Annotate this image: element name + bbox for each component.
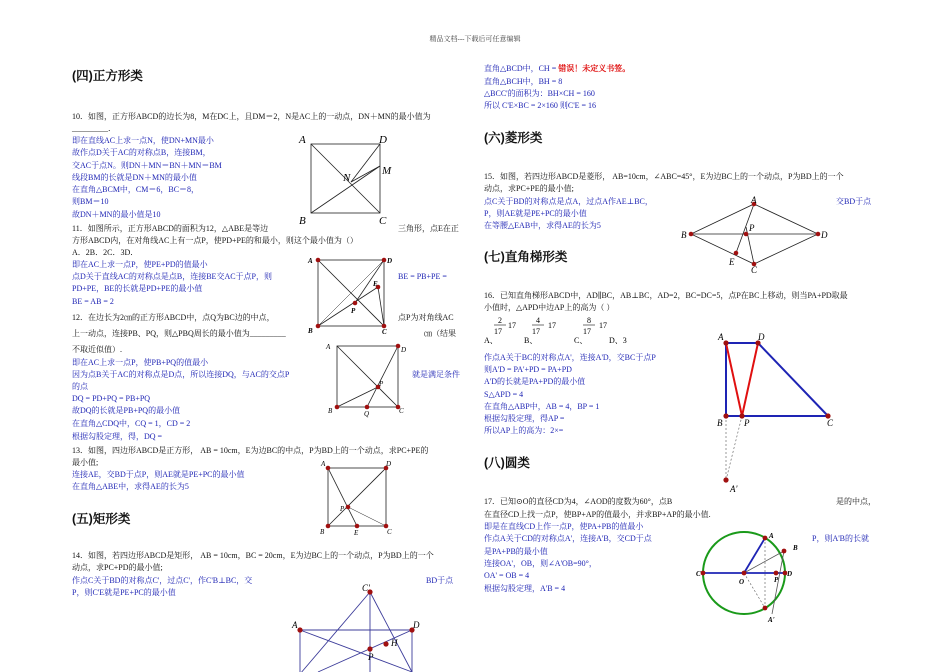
q10-sol-line: 故作点D关于AC的对称点B，连接BM， xyxy=(72,148,211,158)
q17-label-d: D xyxy=(787,570,793,578)
q12-label-q: Q xyxy=(364,410,370,418)
q15-label-e: E xyxy=(729,257,735,267)
q11-sol-2: 点D关于直线AC的对称点是点B，连接BE交AC于点P，则 xyxy=(72,272,273,281)
q13-text-1: 13．如图，四边形ABCD是正方形， AB = 10cm，E为边BC的中点，P为BD上的一个动点，求PC+PE的 xyxy=(72,446,429,455)
q15-text-2: 动点，求PC+PE的最小值; xyxy=(484,184,574,193)
q12-text-1: 12．在边长为2㎝的正方形ABCD中，点Q为BC边的中点， xyxy=(72,313,275,322)
q12-label-c: C xyxy=(399,407,404,415)
q14-cont-error: 错误！未定义书签。 xyxy=(558,64,631,73)
q13-figure xyxy=(316,458,398,538)
q14-cont-2: 直角△BCH中，BH = 8 xyxy=(484,77,563,86)
q16-opt-c-num: 8 xyxy=(587,316,591,325)
q12-sol-3: 的点 xyxy=(72,382,88,391)
q17-sol-2b: P，则A'B的长就 xyxy=(812,534,870,543)
q10-figure xyxy=(295,130,405,228)
q16-sol-5: 在直角△ABP中，AB = 4，BP = 1 xyxy=(484,402,600,411)
section-title-rectangle: (五)矩形类 xyxy=(72,512,131,526)
q16-label-d: D xyxy=(758,332,765,342)
q12-sol-6: 在直角△CDQ中，CQ = 1，CD = 2 xyxy=(72,419,191,428)
q16-figure xyxy=(716,328,840,496)
q10-label-a: A xyxy=(299,134,306,146)
q15-sol-1: 点C关于BD的对称点是点A，过点A作AE⊥BC， xyxy=(484,197,653,206)
q13-label-b: B xyxy=(320,528,325,536)
q12-sol-5: 故DQ的长就是PB+PQ的最小值 xyxy=(72,406,181,415)
q15-text-1: 15．如图，若四边形ABCD是菱形， AB=10cm，∠ABC=45°，E为边BC上的一个动点，P为BD上的一个 xyxy=(484,172,844,181)
q11-sol-3: PD+PE，BE的长就是PD+PE的最小值 xyxy=(72,284,203,293)
q13-sol-1: 连接AE，交BD于点P，则AE就是PE+PC的最小值 xyxy=(72,470,245,479)
q11-label-b: B xyxy=(308,327,313,335)
q17-sol-2: 作点A关于CD的对称点A'，连接A'B，交CD于点 xyxy=(484,534,652,543)
q10-sol-line: 在直角△BCM中，CM＝6，BC＝8， xyxy=(72,185,200,195)
q17-text-1: 17．已知⊙O的直径CD为4，∠AOD的度数为60°，点B xyxy=(484,497,673,506)
q11-label-a: A xyxy=(308,257,313,265)
q14-text-2: 动点，求PC+PD的最小值; xyxy=(72,563,163,572)
q15-figure xyxy=(676,194,836,276)
section-title-square: (四)正方形类 xyxy=(72,69,143,83)
q14-cont-4: 所以 C'E×BC = 2×160 则C'E = 16 xyxy=(484,101,597,110)
q16-options-fractions xyxy=(484,313,684,348)
q14-cont-text: 直角△BCD中，CH = xyxy=(484,64,557,73)
q16-opt-c-root: 17 xyxy=(599,321,607,330)
q15-label-a: A xyxy=(751,195,757,205)
q16-sol-2: 则A'D = PA'+PD = PA+PD xyxy=(484,365,572,374)
q11-label-e: E xyxy=(373,280,378,288)
q11-sol-1: 即在AC上求一点P，使PE+PD的值最小 xyxy=(72,260,208,269)
q12-text-3: 不取近似值）. xyxy=(72,345,122,354)
q17-sol-1: 即是在直线CD上作一点P，使PA+PB的值最小 xyxy=(484,522,644,531)
q15-label-d: D xyxy=(821,230,828,240)
q12-sol-7: 根据勾股定理，得，DQ = xyxy=(72,432,163,441)
q12-text-1b: 点P为对角线AC xyxy=(398,313,454,322)
page-header: 精品文档---下载后可任意编辑 xyxy=(429,35,521,43)
section-title-rhombus: (六)菱形类 xyxy=(484,131,543,145)
q16-sol-1: 作点A关于BC的对称点A'，连接A'D，交BC于点P xyxy=(484,353,656,362)
q17-label-o: O xyxy=(739,578,745,586)
q15-sol-1b: 交BD于点 xyxy=(836,197,872,206)
q16-opt-a-num: 2 xyxy=(498,316,502,325)
q17-sol-6: 根据勾股定理，A'B = 4 xyxy=(484,584,566,593)
q11-label-d: D xyxy=(387,257,393,265)
q16-opt-b-letter: B、 xyxy=(524,336,538,345)
q12-label-d: D xyxy=(401,346,407,354)
q14-cont-3: △BCC'的面积为：BH×CH = 160 xyxy=(484,89,595,98)
q17-sol-3: 是PA+PB的最小值 xyxy=(484,547,548,556)
q10-label-d: D xyxy=(379,134,387,146)
q16-label-a: A xyxy=(718,332,724,342)
q14-sol-1b: BD于点 xyxy=(426,576,454,585)
q12-sol-1: 即在AC上求一点P，使PB+PQ的值最小 xyxy=(72,358,209,367)
q16-label-p: P xyxy=(744,418,750,428)
q11-figure xyxy=(306,254,396,334)
section-title-circle: (八)圆类 xyxy=(484,456,530,470)
q12-sol-4: DQ = PD+PQ = PB+PQ xyxy=(72,394,151,403)
q12-sol-2: 因为点B关于AC的对称点是D点，所以连接DQ，与AC的交点P xyxy=(72,370,290,379)
q15-sol-3: 在等腰△EAB中，求得AE的长为5 xyxy=(484,221,601,230)
q10-solution xyxy=(72,135,222,221)
q16-opt-a-den: 17 xyxy=(494,327,502,336)
q17-label-c: C xyxy=(696,570,701,578)
q11-label-p: P xyxy=(351,307,356,315)
q11-sol-2b: BE = PB+PE = xyxy=(398,272,447,281)
q12-text-2: 上一动点，连接PB、PQ，则△PBQ周长的最小值为_________ xyxy=(72,329,286,338)
q16-sol-6: 根据勾股定理，得AP = xyxy=(484,414,565,423)
q12-label-b: B xyxy=(328,407,333,415)
q12-label-p: P xyxy=(379,380,384,388)
section-title-trapezoid: (七)直角梯形类 xyxy=(484,250,568,264)
q16-opt-d-letter: D、3 xyxy=(609,336,627,345)
q17-label-b: B xyxy=(793,544,798,552)
q16-text-1: 16．已知直角梯形ABCD中，AD∥BC，AB⊥BC，AD=2，BC=DC=5，点P在BC上移动，则当PA+PD取最 xyxy=(484,291,848,300)
q12-figure xyxy=(322,340,412,418)
q10-label-b: B xyxy=(299,215,306,227)
q14-label-h: H xyxy=(391,638,398,648)
q17-text-1b: 是的中点， xyxy=(836,497,876,506)
q16-sol-4: S△APD = 4 xyxy=(484,390,524,399)
q16-label-c: C xyxy=(827,418,834,428)
q16-opt-c-den: 17 xyxy=(583,327,591,336)
q17-label-p: P xyxy=(774,576,779,584)
q14-cont-1 xyxy=(484,63,630,75)
q17-sol-5: OA' = OB = 4 xyxy=(484,571,530,580)
q10-text: 10．如图，正方形ABCD的边长为8，M在DC上，且DM＝2，N是AC上的一动点，DN＋MN的最小值为 xyxy=(72,112,431,121)
q10-sol-line: 则BM＝10 xyxy=(72,197,109,207)
q17-label-a: A xyxy=(769,532,774,540)
q10-blank: _________． xyxy=(72,124,116,133)
q14-label-a: A xyxy=(292,620,298,630)
q13-label-p: P xyxy=(340,505,345,513)
q15-sol-2: P，则AE就是PE+PC的最小值 xyxy=(484,209,587,218)
q16-text-2: 小值时，△APD中边AP上的高为（ ） xyxy=(484,303,615,312)
q16-opt-b-num: 4 xyxy=(536,316,540,325)
q16-opt-a-letter: A、 xyxy=(484,336,498,345)
q15-label-c: C xyxy=(751,265,758,275)
q17-text-2: 在直径CD上找一点P，使BP+AP的值最小，并求BP+AP的最小值. xyxy=(484,510,711,519)
q15-label-p: P xyxy=(749,223,755,233)
q11-label-c: C xyxy=(382,328,387,336)
q14-label-c1: C' xyxy=(362,583,370,593)
q16-opt-c-letter: C、 xyxy=(574,336,588,345)
q13-label-e: E xyxy=(354,529,359,537)
q13-sol-2: 在直角△ABE中，求得AE的长为5 xyxy=(72,482,189,491)
q14-sol-2: P，则C'E就是PE+PC的最小值 xyxy=(72,588,176,597)
q16-opt-b-root: 17 xyxy=(548,321,556,330)
q16-opt-a-root: 17 xyxy=(508,321,516,330)
q16-opt-b-den: 17 xyxy=(532,327,540,336)
q12-label-a: A xyxy=(326,343,331,351)
q14-text-1: 14．如图，若四边形ABCD是矩形， AB = 10cm，BC = 20cm，E为边BC上的一个动点，P为BD上的一个 xyxy=(72,551,434,560)
q11-text-1b: 三角形，点E在正 xyxy=(398,224,459,233)
q10-label-n: N xyxy=(343,172,351,184)
q10-label-m: M xyxy=(382,165,392,177)
q10-sol-line: 即在直线AC上求一点N，使DN+MN最小 xyxy=(72,136,214,145)
q11-text-2: 方形ABCD内，在对角线AC上有一点P，使PD+PE的和最小，则这个最小值为（） xyxy=(72,236,358,245)
q10-sol-line: 交AC于点N。则DN＋MN＝BN＋MN＝BM xyxy=(72,160,222,170)
q13-label-a: A xyxy=(321,460,326,468)
q17-label-a-prime: A' xyxy=(768,616,775,624)
q11-options: A．2B．2C．3D． xyxy=(72,248,139,257)
q11-text-1: 11．如图所示，正方形ABCD的面积为12，△ABE是等边 xyxy=(72,224,269,233)
q15-label-b: B xyxy=(681,230,687,240)
q10-sol-line: 线段BM的长就是DN＋MN的最小值 xyxy=(72,172,197,182)
q17-sol-4: 连接OA'，OB，则∠A'OB=90°， xyxy=(484,559,597,568)
q14-label-d: D xyxy=(413,620,420,630)
q10-sol-line: 故DN＋MN的最小值是10 xyxy=(72,209,161,219)
q16-sol-7: 所以AP上的高为：2×= xyxy=(484,426,564,435)
q13-label-d: D xyxy=(386,460,392,468)
q14-sol-1: 作点C关于BD的对称点C'，过点C'，作C'B⊥BC，交 xyxy=(72,576,253,585)
q11-sol-4: BE = AB = 2 xyxy=(72,297,114,306)
q14-label-p: P xyxy=(368,652,374,662)
q16-sol-3: A'D的长就是PA+PD的最小值 xyxy=(484,377,586,386)
q17-figure xyxy=(694,522,824,626)
q13-text-2: 最小值; xyxy=(72,458,99,467)
q12-text-2b: ㎝（结果 xyxy=(424,329,456,338)
q10-label-c: C xyxy=(379,215,387,227)
q13-label-c: C xyxy=(387,528,392,536)
q16-label-b: B xyxy=(717,418,723,428)
q12-sol-2b: 就是满足条件 xyxy=(412,370,460,379)
q14-figure xyxy=(288,582,428,672)
q16-label-a-prime: A' xyxy=(730,484,738,494)
